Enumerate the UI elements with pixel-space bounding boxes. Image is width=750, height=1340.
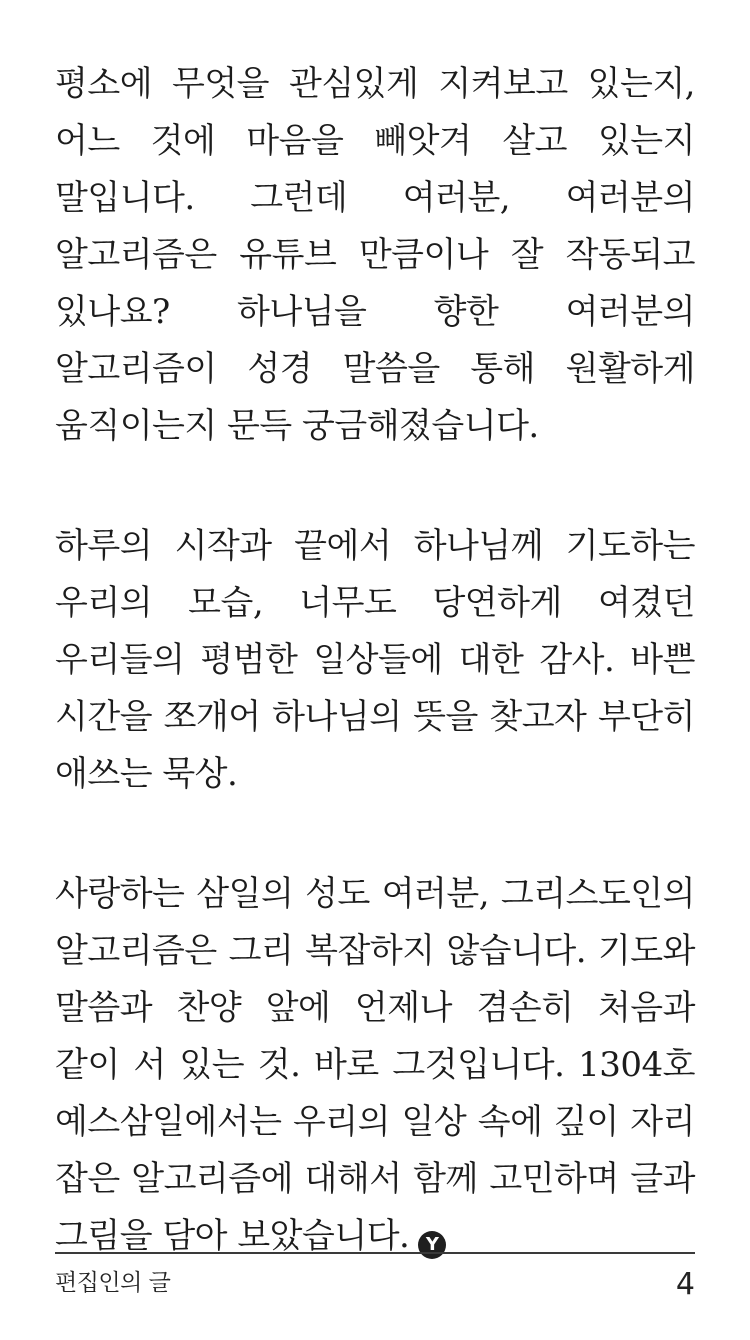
body-paragraph: 평소에 무엇을 관심있게 지켜보고 있는지, 어느 것에 마음을 빼앗겨 살고 있는지 말입니다. 그런데 여러분, 여러분의 알고리즘은 유튜브 만큼이나 잘 작동되고 있나요? 하나님을 향한 여러분의 알고리즘이 성경 말씀을 통해 원활하게 움직이는지 문득 궁금해졌습니다. [55,64,695,446]
body-paragraph [55,866,695,1265]
article-body [55,0,695,1265]
body-paragraph-text: 사랑하는 삼일의 성도 여러분, 그리스도인의 알고리즘은 그리 복잡하지 않습니다. 기도와 말씀과 찬양 앞에 언제나 겸손히 처음과 같이 서 있는 것. 바로 그것입니다. 1304호 예스삼일에서는 우리의 일상 속에 깊이 자리 잡은 알고리즘에 대해서 함께 고민하며 글과 그림을 담아 보았습니다. [55,874,695,1256]
page-footer [55,1252,695,1301]
body-paragraph: 하루의 시작과 끝에서 하나님께 기도하는 우리의 모습, 너무도 당연하게 여겼던 우리들의 평범한 일상들에 대한 감사. 바쁜 시간을 쪼개어 하나님의 뜻을 찾고자 부단히 애쓰는 묵상. [55,526,695,794]
y-end-mark-icon: Y [418,1231,446,1259]
page-number: 4 [675,1267,695,1302]
footer-section-label: 편집인의 글 [55,1270,171,1296]
